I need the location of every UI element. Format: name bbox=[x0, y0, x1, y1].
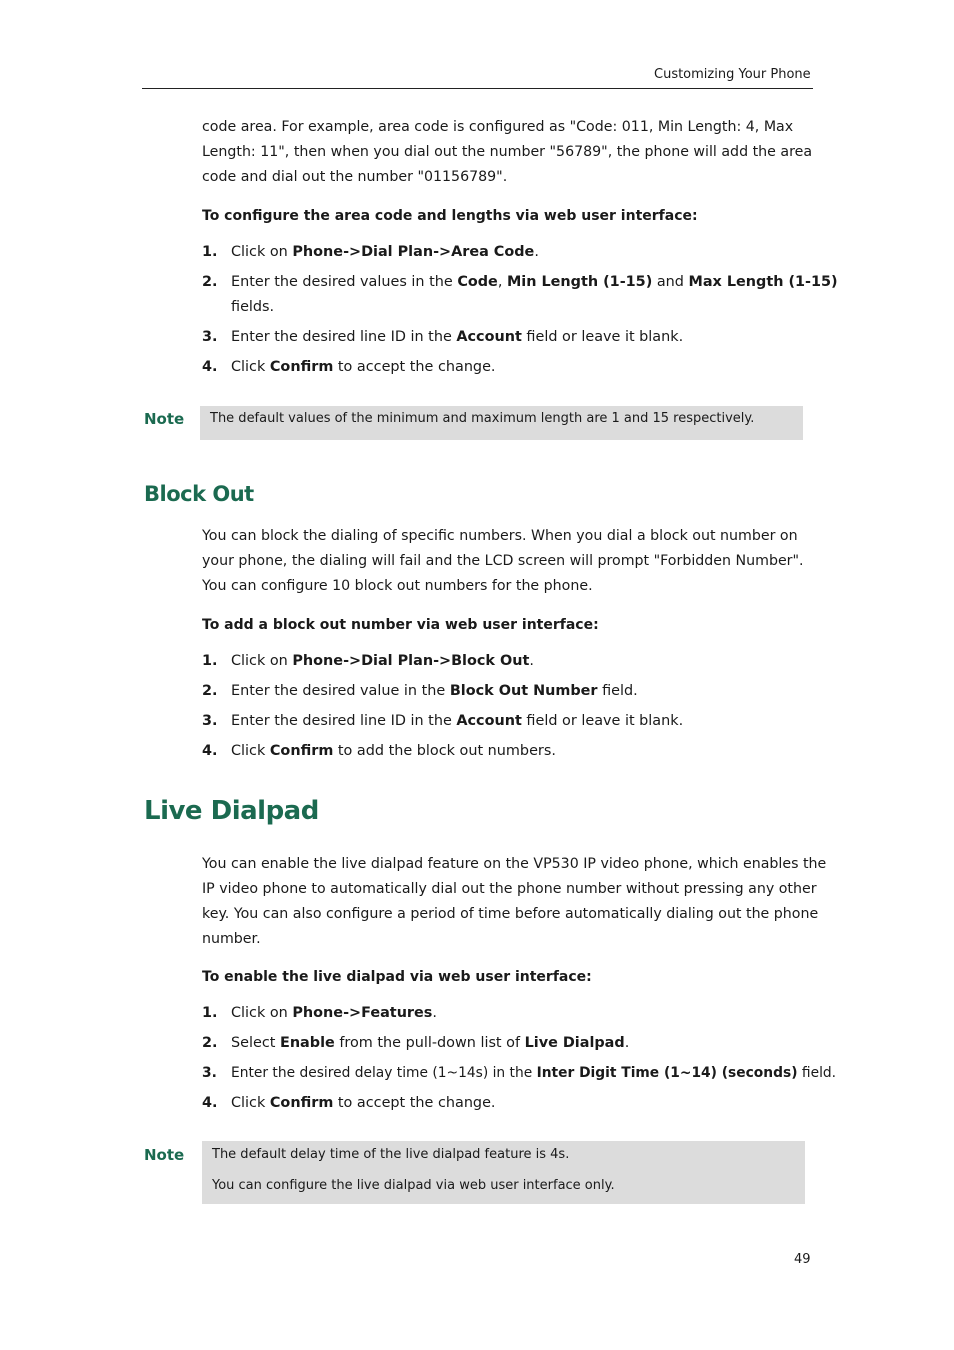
note-text: You can configure the live dialpad via web user interface only. bbox=[212, 1178, 615, 1193]
step-item bbox=[202, 649, 802, 674]
note-label: Note bbox=[144, 1146, 185, 1164]
step-item bbox=[202, 739, 802, 764]
note-text: The default values of the minimum and maximum length are 1 and 15 respectively. bbox=[210, 411, 755, 426]
step-number: 1. bbox=[202, 244, 218, 260]
step-number: 4. bbox=[202, 1095, 218, 1111]
step-number: 1. bbox=[202, 1005, 218, 1021]
step-item bbox=[202, 355, 802, 380]
step-number: 3. bbox=[202, 713, 218, 729]
step-number: 3. bbox=[202, 329, 218, 345]
step-number: 2. bbox=[202, 1035, 218, 1051]
intro-paragraph bbox=[202, 115, 812, 190]
step-item bbox=[202, 270, 838, 320]
step-text: Click Confirm to add the block out numbers. bbox=[231, 743, 556, 759]
step-number: 3. bbox=[202, 1065, 217, 1081]
paragraph-line: IP video phone to automatically dial out the phone number without pressing any other bbox=[202, 881, 817, 897]
step-item bbox=[202, 1091, 802, 1116]
procedure-title: To enable the live dialpad via web user interface: bbox=[202, 969, 592, 985]
running-header: Customizing Your Phone bbox=[654, 67, 811, 82]
note-box bbox=[200, 406, 803, 440]
paragraph-line: You can block the dialing of specific numbers. When you dial a block out number on bbox=[202, 528, 798, 544]
step-number: 4. bbox=[202, 359, 218, 375]
step-number: 1. bbox=[202, 653, 218, 669]
paragraph-line: Length: 11", then when you dial out the number "56789", the phone will add the area bbox=[202, 144, 813, 160]
paragraph-line: key. You can also configure a period of time before automatically dialing out the phone bbox=[202, 906, 819, 922]
paragraph-line: code area. For example, area code is configured as "Code: 011, Min Length: 4, Max bbox=[202, 119, 794, 135]
step-text: Click Confirm to accept the change. bbox=[231, 359, 496, 375]
step-text: Click on Phone->Dial Plan->Block Out. bbox=[231, 653, 534, 669]
page-number: 49 bbox=[794, 1252, 811, 1267]
paragraph-line: number. bbox=[202, 931, 261, 947]
step-number: 2. bbox=[202, 274, 218, 290]
paragraph-line: your phone, the dialing will fail and the LCD screen will prompt "Forbidden Number". bbox=[202, 553, 804, 569]
step-item bbox=[202, 679, 802, 704]
procedure-title: To configure the area code and lengths via web user interface: bbox=[202, 208, 698, 224]
block-out-paragraph bbox=[202, 524, 804, 599]
step-item bbox=[202, 240, 802, 265]
section-heading: Block Out bbox=[144, 482, 254, 506]
step-item bbox=[202, 1031, 802, 1056]
step-item bbox=[202, 325, 802, 350]
step-text: Enter the desired line ID in the Account field or leave it blank. bbox=[231, 329, 684, 345]
step-number: 4. bbox=[202, 743, 218, 759]
step-text: Enter the desired values in the Code, Min Length (1-15) and Max Length (1-15) fields. bbox=[231, 274, 838, 315]
step-text: Enter the desired value in the Block Out Number field. bbox=[231, 683, 638, 699]
step-item bbox=[202, 1061, 837, 1086]
step-text: Select Enable from the pull-down list of Live Dialpad. bbox=[231, 1035, 630, 1051]
note-text: The default delay time of the live dialpad feature is 4s. bbox=[212, 1147, 570, 1162]
paragraph-line: You can configure 10 block out numbers for the phone. bbox=[202, 578, 593, 594]
section-heading: Live Dialpad bbox=[144, 796, 319, 826]
step-item bbox=[202, 1001, 802, 1026]
procedure-title: To add a block out number via web user interface: bbox=[202, 617, 599, 633]
step-item bbox=[202, 709, 802, 734]
header-divider bbox=[142, 88, 813, 89]
step-text: Click on Phone->Features. bbox=[231, 1005, 437, 1021]
step-number: 2. bbox=[202, 683, 218, 699]
paragraph-line: You can enable the live dialpad feature on the VP530 IP video phone, which enables the bbox=[202, 856, 827, 872]
live-dialpad-paragraph bbox=[202, 852, 826, 952]
step-text: Enter the desired delay time (1~14s) in the Inter Digit Time (1~14) (seconds) field. bbox=[231, 1065, 837, 1081]
paragraph-line: code and dial out the number "01156789". bbox=[202, 169, 508, 185]
note-label: Note bbox=[144, 410, 185, 428]
step-text: Click Confirm to accept the change. bbox=[231, 1095, 496, 1111]
note-box bbox=[202, 1141, 805, 1204]
step-text: Enter the desired line ID in the Account field or leave it blank. bbox=[231, 713, 684, 729]
step-text: Click on Phone->Dial Plan->Area Code. bbox=[231, 244, 539, 260]
